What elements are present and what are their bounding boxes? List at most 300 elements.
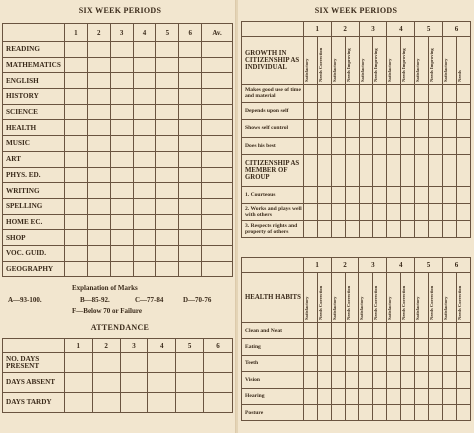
check-cell[interactable] — [457, 155, 471, 187]
grade-cell[interactable] — [64, 245, 87, 261]
grade-cell[interactable] — [156, 42, 179, 58]
grade-cell[interactable] — [202, 198, 233, 214]
grade-cell[interactable] — [156, 214, 179, 230]
check-cell[interactable] — [359, 388, 373, 404]
grade-cell[interactable] — [202, 42, 233, 58]
check-cell[interactable] — [303, 221, 317, 238]
check-cell[interactable] — [373, 85, 387, 103]
grade-cell[interactable] — [110, 183, 133, 199]
check-cell[interactable] — [303, 388, 317, 404]
grade-cell[interactable] — [133, 136, 156, 152]
subject-row — [3, 167, 233, 183]
check-cell[interactable] — [387, 339, 401, 355]
attendance-cell[interactable] — [148, 393, 176, 413]
grade-cell[interactable] — [110, 57, 133, 73]
check-cell[interactable] — [317, 404, 331, 420]
attendance-cell[interactable] — [92, 353, 120, 373]
check-cell[interactable] — [415, 137, 429, 155]
check-cell[interactable] — [415, 204, 429, 221]
grade-cell[interactable] — [133, 120, 156, 136]
check-cell[interactable] — [317, 221, 331, 238]
check-cell[interactable] — [429, 323, 443, 339]
check-cell[interactable] — [401, 323, 415, 339]
check-cell[interactable] — [331, 120, 345, 138]
check-cell[interactable] — [443, 120, 457, 138]
check-cell[interactable] — [317, 85, 331, 103]
check-cell[interactable] — [359, 323, 373, 339]
grade-cell[interactable] — [87, 42, 110, 58]
grade-cell[interactable] — [156, 73, 179, 89]
check-cell[interactable] — [373, 372, 387, 388]
grade-cell[interactable] — [156, 167, 179, 183]
check-cell[interactable] — [429, 221, 443, 238]
check-cell[interactable] — [429, 137, 443, 155]
check-cell[interactable] — [415, 323, 429, 339]
grade-cell[interactable] — [179, 42, 202, 58]
grade-cell[interactable] — [156, 151, 179, 167]
attendance-cell[interactable] — [64, 353, 92, 373]
check-cell[interactable] — [317, 372, 331, 388]
check-cell[interactable] — [415, 187, 429, 204]
check-cell[interactable] — [359, 404, 373, 420]
grade-cell[interactable] — [87, 89, 110, 105]
grade-cell[interactable] — [202, 104, 233, 120]
grade-cell[interactable] — [133, 183, 156, 199]
check-cell[interactable] — [345, 339, 359, 355]
check-cell[interactable] — [345, 323, 359, 339]
attendance-cell[interactable] — [64, 373, 92, 393]
check-cell[interactable] — [317, 355, 331, 371]
check-cell[interactable] — [456, 388, 470, 404]
check-cell[interactable] — [303, 323, 317, 339]
check-cell[interactable] — [373, 323, 387, 339]
grade-cell[interactable] — [179, 245, 202, 261]
check-cell[interactable] — [456, 372, 470, 388]
check-cell[interactable] — [387, 137, 401, 155]
check-cell[interactable] — [331, 372, 345, 388]
check-cell[interactable] — [303, 85, 317, 103]
grade-cell[interactable] — [87, 245, 110, 261]
check-cell[interactable] — [331, 204, 345, 221]
check-cell[interactable] — [331, 85, 345, 103]
check-cell[interactable] — [456, 323, 470, 339]
grade-cell[interactable] — [179, 183, 202, 199]
check-cell[interactable] — [401, 120, 415, 138]
grade-cell[interactable] — [179, 120, 202, 136]
column-label-text: Satisfactory — [443, 58, 449, 82]
grade-cell[interactable] — [133, 104, 156, 120]
check-cell[interactable] — [387, 404, 401, 420]
grade-cell[interactable] — [133, 151, 156, 167]
check-cell[interactable] — [442, 388, 456, 404]
grade-cell[interactable] — [87, 73, 110, 89]
check-cell[interactable] — [443, 102, 457, 120]
grade-cell[interactable] — [87, 151, 110, 167]
grade-cell[interactable] — [179, 104, 202, 120]
grade-cell[interactable] — [87, 198, 110, 214]
grade-cell[interactable] — [64, 214, 87, 230]
grade-cell[interactable] — [133, 167, 156, 183]
check-cell[interactable] — [415, 355, 429, 371]
attendance-cell[interactable] — [148, 373, 176, 393]
check-cell[interactable] — [345, 155, 359, 187]
grade-cell[interactable] — [64, 183, 87, 199]
grade-cell[interactable] — [110, 136, 133, 152]
check-cell[interactable] — [387, 221, 401, 238]
check-cell[interactable] — [387, 388, 401, 404]
check-cell[interactable] — [429, 155, 443, 187]
check-cell[interactable] — [401, 221, 415, 238]
check-cell[interactable] — [429, 204, 443, 221]
check-cell[interactable] — [303, 355, 317, 371]
grade-cell[interactable] — [179, 151, 202, 167]
attendance-cell[interactable] — [120, 353, 148, 373]
grade-cell[interactable] — [87, 57, 110, 73]
grade-cell[interactable] — [87, 167, 110, 183]
grade-cell[interactable] — [133, 42, 156, 58]
grade-cell[interactable] — [87, 136, 110, 152]
grade-cell[interactable] — [64, 42, 87, 58]
check-cell[interactable] — [457, 221, 471, 238]
check-cell[interactable] — [442, 355, 456, 371]
grade-cell[interactable] — [64, 120, 87, 136]
check-cell[interactable] — [345, 85, 359, 103]
check-cell[interactable] — [456, 355, 470, 371]
grade-cell[interactable] — [64, 73, 87, 89]
grade-cell[interactable] — [156, 230, 179, 246]
check-cell[interactable] — [401, 137, 415, 155]
check-cell[interactable] — [331, 155, 345, 187]
attendance-cell[interactable] — [148, 353, 176, 373]
check-cell[interactable] — [387, 155, 401, 187]
check-cell[interactable] — [317, 187, 331, 204]
grade-cell[interactable] — [179, 214, 202, 230]
check-cell[interactable] — [401, 85, 415, 103]
check-cell[interactable] — [359, 204, 373, 221]
check-cell[interactable] — [415, 120, 429, 138]
grade-cell[interactable] — [179, 136, 202, 152]
check-cell[interactable] — [401, 102, 415, 120]
check-cell[interactable] — [303, 404, 317, 420]
check-cell[interactable] — [345, 102, 359, 120]
grade-cell[interactable] — [87, 261, 110, 277]
grade-cell[interactable] — [110, 261, 133, 277]
grade-cell[interactable] — [110, 214, 133, 230]
check-cell[interactable] — [373, 187, 387, 204]
check-cell[interactable] — [415, 388, 429, 404]
grade-cell[interactable] — [133, 261, 156, 277]
column-label — [429, 273, 443, 323]
grade-cell[interactable] — [156, 245, 179, 261]
check-cell[interactable] — [373, 204, 387, 221]
check-cell[interactable] — [387, 187, 401, 204]
check-cell[interactable] — [415, 155, 429, 187]
grade-cell[interactable] — [202, 136, 233, 152]
check-cell[interactable] — [359, 372, 373, 388]
health-row — [242, 339, 471, 355]
grade-cell[interactable] — [87, 230, 110, 246]
check-cell[interactable] — [387, 85, 401, 103]
check-cell[interactable] — [373, 221, 387, 238]
check-cell[interactable] — [443, 204, 457, 221]
check-cell[interactable] — [373, 339, 387, 355]
grade-cell[interactable] — [87, 104, 110, 120]
check-cell[interactable] — [415, 85, 429, 103]
check-cell[interactable] — [317, 323, 331, 339]
attendance-cell[interactable] — [92, 373, 120, 393]
grade-cell[interactable] — [64, 104, 87, 120]
check-cell[interactable] — [345, 120, 359, 138]
attendance-cell[interactable] — [176, 373, 204, 393]
grade-cell[interactable] — [156, 198, 179, 214]
check-cell[interactable] — [429, 85, 443, 103]
check-cell[interactable] — [359, 355, 373, 371]
check-cell[interactable] — [387, 120, 401, 138]
check-cell[interactable] — [457, 85, 471, 103]
grade-cell[interactable] — [202, 120, 233, 136]
check-cell[interactable] — [359, 221, 373, 238]
grade-cell[interactable] — [64, 198, 87, 214]
grade-cell[interactable] — [179, 230, 202, 246]
grade-cell[interactable] — [202, 261, 233, 277]
check-cell[interactable] — [317, 155, 331, 187]
grade-cell[interactable] — [110, 198, 133, 214]
check-cell[interactable] — [387, 102, 401, 120]
grade-cell[interactable] — [133, 214, 156, 230]
check-cell[interactable] — [303, 339, 317, 355]
grade-cell[interactable] — [202, 245, 233, 261]
attendance-cell[interactable] — [176, 353, 204, 373]
check-cell[interactable] — [401, 372, 415, 388]
check-cell[interactable] — [457, 102, 471, 120]
check-cell[interactable] — [387, 323, 401, 339]
check-cell[interactable] — [317, 204, 331, 221]
grade-cell[interactable] — [110, 89, 133, 105]
check-cell[interactable] — [317, 137, 331, 155]
check-cell[interactable] — [331, 339, 345, 355]
check-cell[interactable] — [457, 204, 471, 221]
check-cell[interactable] — [415, 404, 429, 420]
grade-cell[interactable] — [133, 57, 156, 73]
check-cell[interactable] — [401, 187, 415, 204]
check-cell[interactable] — [303, 187, 317, 204]
check-cell[interactable] — [387, 372, 401, 388]
check-cell[interactable] — [443, 187, 457, 204]
attendance-cell[interactable] — [204, 353, 233, 373]
grade-cell[interactable] — [156, 183, 179, 199]
grade-cell[interactable] — [110, 42, 133, 58]
check-cell[interactable] — [401, 204, 415, 221]
grade-cell[interactable] — [156, 104, 179, 120]
attendance-cell[interactable] — [92, 393, 120, 413]
grade-cell[interactable] — [179, 73, 202, 89]
grade-cell[interactable] — [64, 89, 87, 105]
attendance-cell[interactable] — [120, 373, 148, 393]
check-cell[interactable] — [317, 339, 331, 355]
attendance-corner-cell — [3, 339, 65, 353]
check-cell[interactable] — [442, 404, 456, 420]
check-cell[interactable] — [373, 137, 387, 155]
check-cell[interactable] — [303, 137, 317, 155]
check-cell[interactable] — [415, 339, 429, 355]
check-cell[interactable] — [415, 221, 429, 238]
grade-cell[interactable] — [110, 230, 133, 246]
grade-cell[interactable] — [202, 230, 233, 246]
grade-cell[interactable] — [87, 214, 110, 230]
attendance-cell[interactable] — [204, 393, 233, 413]
check-cell[interactable] — [303, 155, 317, 187]
check-cell[interactable] — [317, 102, 331, 120]
grade-cell[interactable] — [87, 183, 110, 199]
grade-cell[interactable] — [202, 73, 233, 89]
check-cell[interactable] — [359, 120, 373, 138]
check-cell[interactable] — [456, 404, 470, 420]
check-cell[interactable] — [359, 102, 373, 120]
grade-cell[interactable] — [87, 120, 110, 136]
check-cell[interactable] — [457, 187, 471, 204]
grade-cell[interactable] — [156, 120, 179, 136]
check-cell[interactable] — [429, 120, 443, 138]
check-cell[interactable] — [429, 372, 443, 388]
column-label-text: Satisfactory — [359, 58, 365, 82]
check-cell[interactable] — [373, 388, 387, 404]
check-cell[interactable] — [331, 323, 345, 339]
grade-cell[interactable] — [64, 230, 87, 246]
check-cell[interactable] — [359, 155, 373, 187]
grade-cell[interactable] — [202, 167, 233, 183]
grade-cell[interactable] — [202, 151, 233, 167]
check-cell[interactable] — [359, 85, 373, 103]
check-cell[interactable] — [401, 339, 415, 355]
check-cell[interactable] — [317, 388, 331, 404]
check-cell[interactable] — [456, 339, 470, 355]
check-cell[interactable] — [429, 388, 443, 404]
grade-cell[interactable] — [64, 261, 87, 277]
attendance-cell[interactable] — [176, 393, 204, 413]
check-cell[interactable] — [387, 204, 401, 221]
attendance-cell[interactable] — [204, 373, 233, 393]
check-cell[interactable] — [429, 187, 443, 204]
attendance-cell[interactable] — [120, 393, 148, 413]
check-cell[interactable] — [401, 404, 415, 420]
grade-cell[interactable] — [133, 89, 156, 105]
check-cell[interactable] — [303, 372, 317, 388]
grade-cell[interactable] — [110, 151, 133, 167]
check-cell[interactable] — [303, 204, 317, 221]
check-cell[interactable] — [331, 404, 345, 420]
grade-cell[interactable] — [110, 167, 133, 183]
check-cell[interactable] — [429, 339, 443, 355]
grade-cell[interactable] — [64, 167, 87, 183]
check-cell[interactable] — [345, 221, 359, 238]
check-cell[interactable] — [429, 355, 443, 371]
check-cell[interactable] — [345, 187, 359, 204]
grade-cell[interactable] — [133, 73, 156, 89]
attendance-cell[interactable] — [64, 393, 92, 413]
check-cell[interactable] — [442, 323, 456, 339]
check-cell[interactable] — [401, 155, 415, 187]
check-cell[interactable] — [443, 155, 457, 187]
grade-cell[interactable] — [133, 230, 156, 246]
check-cell[interactable] — [359, 187, 373, 204]
check-cell[interactable] — [373, 102, 387, 120]
grade-cell[interactable] — [179, 261, 202, 277]
column-label-text: Needs Improving — [373, 48, 379, 82]
check-cell[interactable] — [345, 355, 359, 371]
check-cell[interactable] — [429, 102, 443, 120]
check-cell[interactable] — [442, 339, 456, 355]
check-cell[interactable] — [443, 221, 457, 238]
grade-cell[interactable] — [64, 136, 87, 152]
grade-cell[interactable] — [179, 167, 202, 183]
check-cell[interactable] — [429, 404, 443, 420]
grade-cell[interactable] — [202, 57, 233, 73]
period-header: 4 — [133, 24, 156, 42]
column-label-row — [242, 273, 471, 323]
grade-cell[interactable] — [179, 198, 202, 214]
check-cell[interactable] — [331, 221, 345, 238]
check-cell[interactable] — [359, 137, 373, 155]
grade-cell[interactable] — [202, 89, 233, 105]
grade-cell[interactable] — [110, 73, 133, 89]
check-cell[interactable] — [442, 372, 456, 388]
check-cell[interactable] — [457, 120, 471, 138]
check-cell[interactable] — [331, 137, 345, 155]
check-cell[interactable] — [345, 137, 359, 155]
check-cell[interactable] — [345, 372, 359, 388]
check-cell[interactable] — [373, 355, 387, 371]
check-cell[interactable] — [345, 404, 359, 420]
check-cell[interactable] — [387, 355, 401, 371]
grade-cell[interactable] — [133, 245, 156, 261]
check-cell[interactable] — [443, 137, 457, 155]
check-cell[interactable] — [317, 120, 331, 138]
grade-cell[interactable] — [202, 183, 233, 199]
check-cell[interactable] — [331, 102, 345, 120]
grade-cell[interactable] — [179, 57, 202, 73]
check-cell[interactable] — [345, 388, 359, 404]
grade-cell[interactable] — [110, 120, 133, 136]
check-cell[interactable] — [303, 120, 317, 138]
check-cell[interactable] — [373, 404, 387, 420]
grade-cell[interactable] — [156, 57, 179, 73]
check-cell[interactable] — [373, 155, 387, 187]
check-cell[interactable] — [331, 388, 345, 404]
check-cell[interactable] — [373, 120, 387, 138]
grade-cell[interactable] — [110, 245, 133, 261]
check-cell[interactable] — [345, 204, 359, 221]
check-cell[interactable] — [331, 187, 345, 204]
check-cell[interactable] — [415, 102, 429, 120]
grade-cell[interactable] — [110, 104, 133, 120]
check-cell[interactable] — [359, 339, 373, 355]
check-cell[interactable] — [415, 372, 429, 388]
grade-cell[interactable] — [156, 136, 179, 152]
check-cell[interactable] — [401, 388, 415, 404]
grade-cell[interactable] — [179, 89, 202, 105]
check-cell[interactable] — [401, 355, 415, 371]
check-cell[interactable] — [443, 85, 457, 103]
check-cell[interactable] — [331, 355, 345, 371]
grade-cell[interactable] — [133, 198, 156, 214]
grade-cell[interactable] — [156, 89, 179, 105]
grade-cell[interactable] — [156, 261, 179, 277]
check-cell[interactable] — [303, 102, 317, 120]
grade-cell[interactable] — [64, 151, 87, 167]
grade-cell[interactable] — [202, 214, 233, 230]
grade-cell[interactable] — [64, 57, 87, 73]
check-cell[interactable] — [457, 137, 471, 155]
